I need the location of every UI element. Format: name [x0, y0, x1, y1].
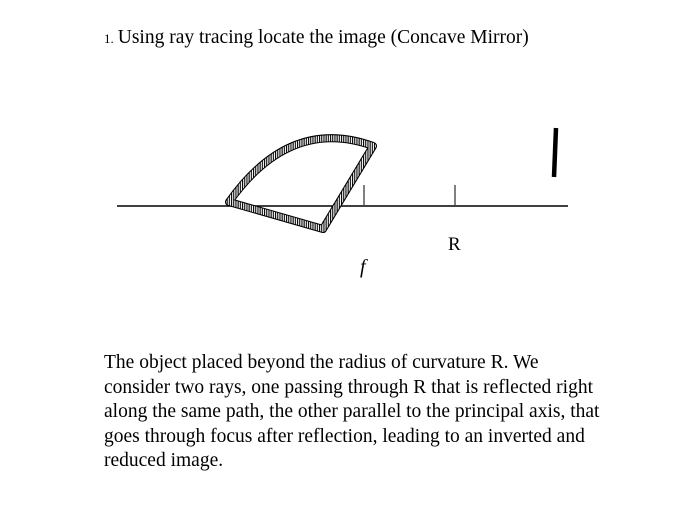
radius-label: R: [448, 234, 461, 255]
object-arrow: [554, 128, 556, 177]
question-title: Using ray tracing locate the image (Concave Mirror): [117, 27, 529, 48]
focus-label: f: [360, 256, 366, 278]
question-number: 1.: [104, 31, 114, 46]
concave-mirror: [229, 138, 373, 229]
explanation-text: The object placed beyond the radius of curvature R. We consider two rays, one passing through R that is reflected right along the same path, the other parallel to the principal axis, that goes through focus after reflection, leading to an inverted and reduced image.: [104, 352, 600, 471]
